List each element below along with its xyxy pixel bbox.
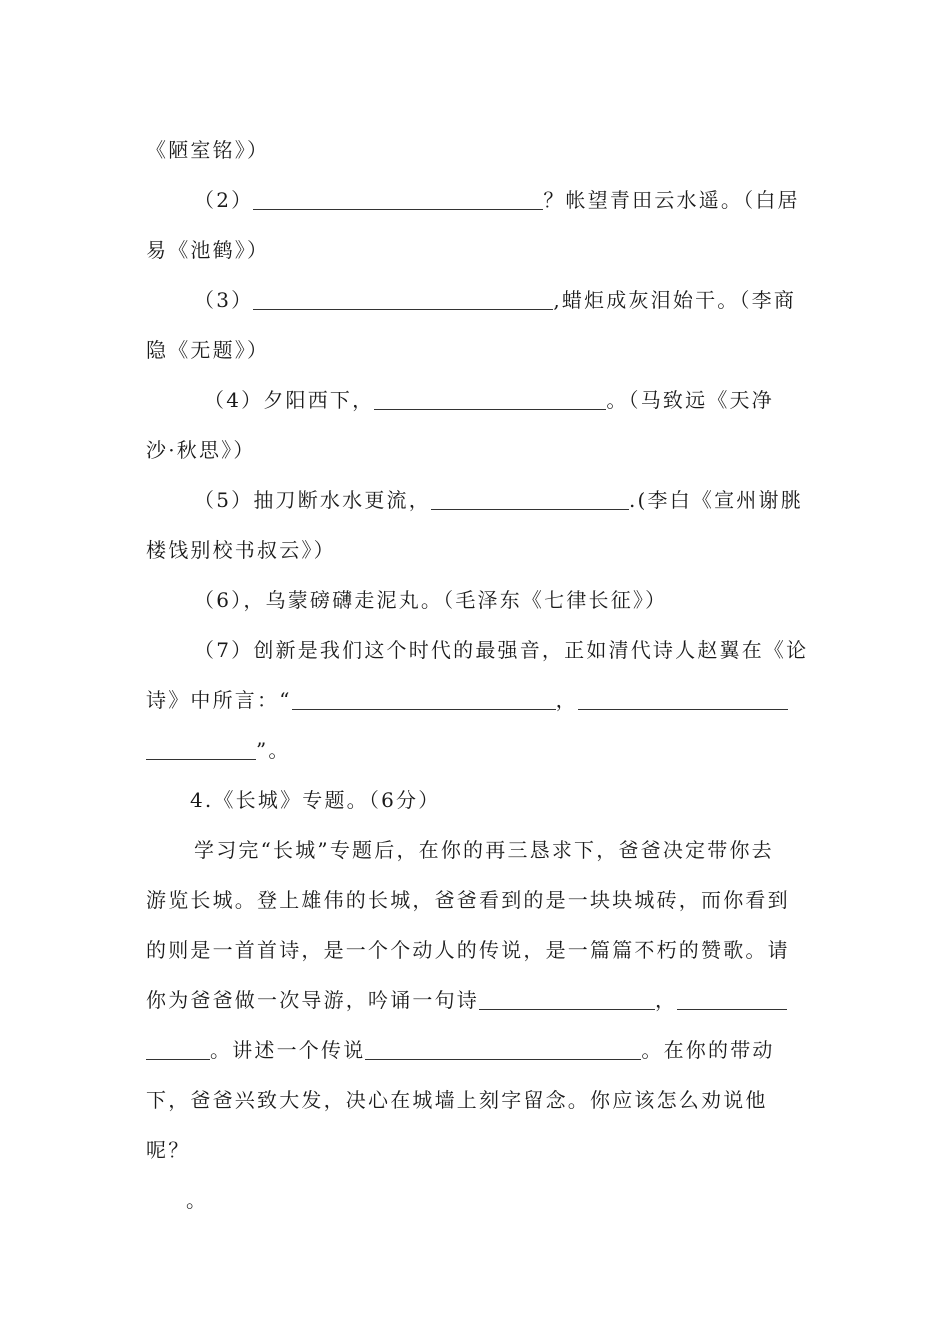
paragraph-line (146, 986, 787, 1014)
paragraph-line: 学习完“长城”专题后，在你的再三恳求下，爸爸决定带你去 (194, 838, 774, 862)
question-line (204, 386, 774, 414)
question-line (194, 286, 796, 314)
text-line: 隐《无题》） (146, 338, 270, 362)
text-fragment: 。讲述一个传说 (210, 1038, 366, 1062)
answer-blank[interactable] (479, 989, 655, 1010)
text-line: 楼饯别校书叔云》） (146, 538, 336, 562)
text-fragment: ， (555, 688, 578, 712)
text-fragment: ， (655, 988, 678, 1012)
question-line (194, 486, 803, 514)
answer-blank[interactable] (253, 289, 553, 310)
question-line (146, 686, 788, 714)
text-fragment: （5）抽刀断水水更流， (194, 488, 431, 512)
section-heading: 4.《长城》专题。（6分） (190, 788, 441, 812)
answer-blank[interactable] (253, 189, 543, 210)
text-fragment: 诗》中所言：“ (146, 688, 292, 712)
answer-blank[interactable] (146, 1039, 210, 1060)
question-line (194, 186, 800, 214)
text-line: 沙·秋思》） (146, 438, 256, 462)
text-fragment: ？帐望青田云水遥。（白居 (543, 188, 800, 212)
paragraph-line: 下，爸爸兴致大发，决心在城墙上刻字留念。你应该怎么劝说他 (146, 1088, 768, 1112)
question-line: （6），乌蒙磅礴走泥丸。（毛泽东《七律长征》） (194, 588, 668, 612)
paragraph-line (146, 1036, 775, 1064)
answer-blank[interactable] (374, 389, 606, 410)
question-line: （7）创新是我们这个时代的最强音，正如清代诗人赵翼在《论 (194, 638, 809, 662)
answer-blank[interactable] (578, 689, 788, 710)
text-line: 易《池鹤》） (146, 238, 270, 262)
answer-blank[interactable] (292, 689, 556, 710)
text-fragment: 。（马致远《天净 (606, 388, 774, 412)
question-number: （3） (194, 288, 254, 312)
paragraph-line: 游览长城。登上雄伟的长城，爸爸看到的是一块块城砖，而你看到 (146, 888, 790, 912)
text-fragment: （4）夕阳西下， (204, 388, 375, 412)
text-fragment: .(李白《宣州谢朓 (628, 488, 803, 512)
paragraph-line: 的则是一首首诗，是一个个动人的传说，是一篇篇不朽的赞歌。请 (146, 938, 790, 962)
answer-blank[interactable] (146, 739, 256, 760)
paragraph-line: 呢？ (146, 1138, 191, 1162)
text-fragment: ”。 (256, 738, 291, 762)
question-line (146, 736, 291, 764)
answer-blank[interactable] (431, 489, 629, 510)
text-fragment: ,蜡炬成灰泪始干。（李商 (553, 288, 797, 312)
text-fragment: 。在你的带动 (641, 1038, 775, 1062)
answer-line: 。 (186, 1188, 209, 1212)
question-number: （2） (194, 188, 254, 212)
text-fragment: 你为爸爸做一次导游，吟诵一句诗 (146, 988, 479, 1012)
answer-blank[interactable] (365, 1039, 641, 1060)
answer-blank[interactable] (677, 989, 787, 1010)
text-line: 《陋室铭》） (146, 138, 270, 162)
